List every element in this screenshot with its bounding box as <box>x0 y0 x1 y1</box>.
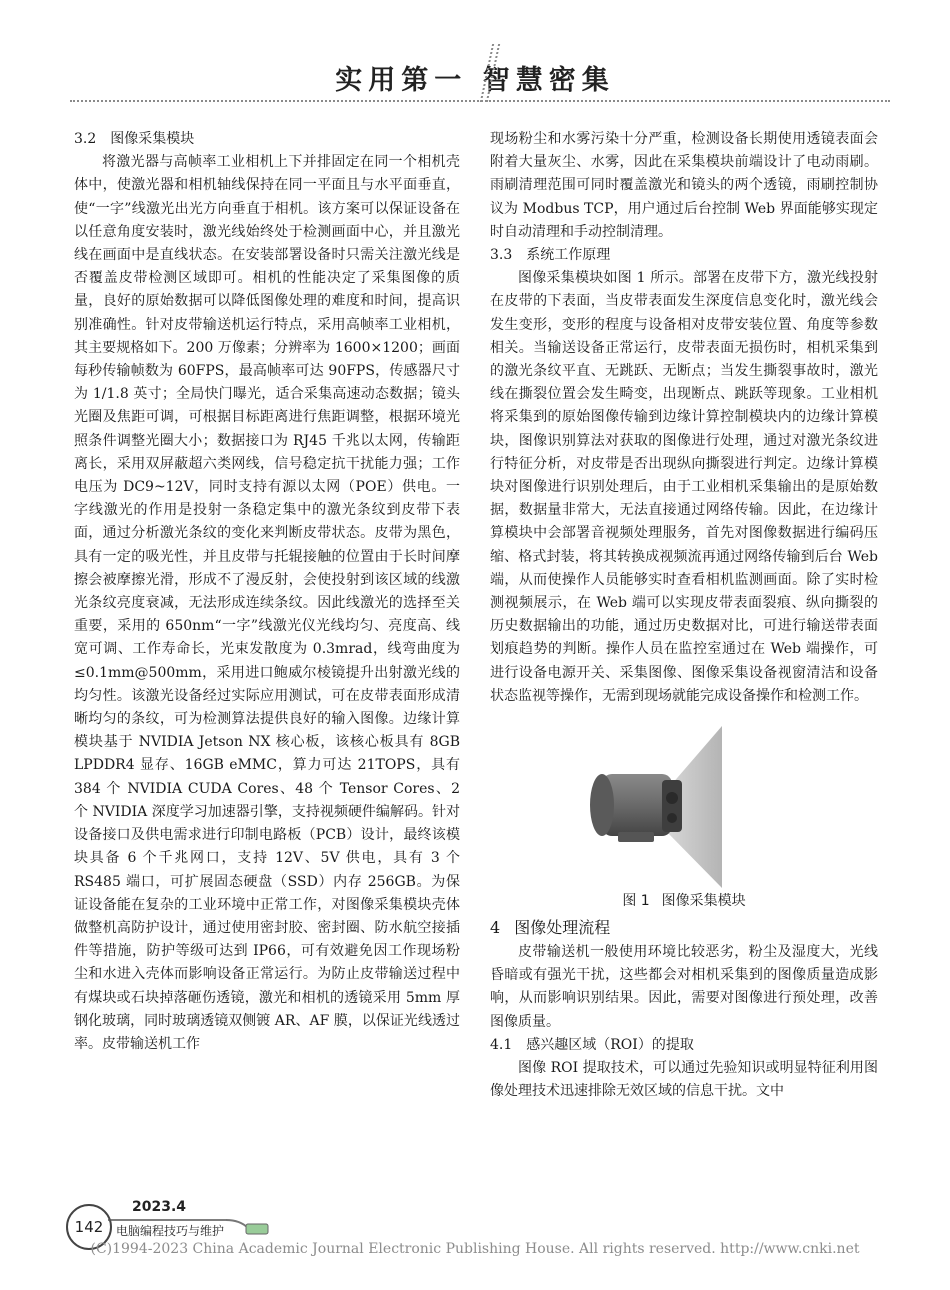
running-header-title: 实用第一 智慧密集 <box>335 65 615 96</box>
page-number-badge: 142 <box>66 1204 112 1250</box>
body-paragraph: 图像 ROI 提取技术，可以通过先验知识或明显特征利用图像处理技术迅速排除无效区域的信息干扰。文中 <box>490 1060 878 1100</box>
section-number: 3.3 <box>490 247 513 264</box>
body-paragraph: 皮带输送机一般使用环境比较恶劣，粉尘及湿度大，光线昏暗或有强光干扰，这些都会对相机采集到的图像质量造成影响，从而影响识别结果。因此，需要对图像进行预处理，改善图像质量。 <box>490 944 878 1030</box>
figure-label: 图 1 <box>622 893 650 910</box>
right-column <box>490 128 878 1104</box>
section-heading-4-1 <box>490 1034 878 1057</box>
issue-label: 2023.4 <box>132 1199 187 1215</box>
figure-1-image <box>490 720 878 888</box>
section-title: 图像处理流程 <box>514 918 611 938</box>
camera-front-plate <box>662 780 682 832</box>
camera-lens <box>666 792 678 804</box>
image-acquisition-module-illustration <box>490 720 878 888</box>
left-column <box>74 128 460 1056</box>
figure-caption-text: 图像采集模块 <box>661 893 746 910</box>
section-heading-3-3 <box>490 244 878 267</box>
body-paragraph-continued: 现场粉尘和水雾污染十分严重，检测设备长期使用透镜表面会附着大量灰尘、水雾，因此在采集模块前端设计了电动雨刷。雨刷清理范围可同时覆盖激光和镜头的两个透镜，雨刷控制协议为 Modbus TCP，用户通过后台控制 Web 界面能够实现定时自动清理和手动控制清理。 <box>490 131 878 240</box>
section-title: 感兴趣区域（ROI）的提取 <box>526 1036 694 1053</box>
laser-aperture <box>667 813 677 823</box>
section-title: 系统工作原理 <box>526 247 611 264</box>
section-number: 4 <box>490 918 501 938</box>
section-number: 4.1 <box>490 1036 513 1053</box>
body-paragraph: 将激光器与高帧率工业相机上下并排固定在同一个相机壳体中，使激光器和相机轴线保持在同一平面且与水平面垂直，使“一字”线激光出光方向垂直于相机。该方案可以保证设备在以任意角度安装时，激光线始终处于检测画面中心，并且激光线在画面中是直线状态。在安装部署设备时只需关注激光线是否覆盖皮带检测区域即可。相机的性能决定了采集图像的质量，良好的原始数据可以降低图像处理的难度和时间，提高识别准确性。针对皮带输送机运行特点，采用高帧率工业相机，其主要规格如下。200 万像素；分辨率为 1600×1200；画面每秒传输帧数为 60FPS，最高帧率可达 90FPS，传感器尺寸为 1/1.8 英寸；全局快门曝光，适合采集高速动态数据；镜头光圈及焦距可调，可根据目标距离进行焦距调整，根据环境光照条件调整光圈大小；数据接口为 RJ45 千兆以太网，传输距离长，采用双屏蔽超六类网线，信号稳定抗干扰能力强；工作电压为 DC9~12V，同时支持有源以太网（POE）供电。一字线激光的作用是投射一条稳定集中的激光条纹到皮带下表面，通过分析激光条纹的变化来判断皮带状态。皮带为黑色，具有一定的吸光性，并且皮带与托辊接触的位置由于长时间摩擦会被摩擦光滑，形成不了漫反射，会使投射到该区域的线激光条纹亮度衰减，无法形成连续条纹。因此线激光的选择至关重要，采用的 650nm“一字”线激光仪光线均匀、亮度高、线宽可调、工作寿命长，光束发散度为 0.3mrad，线弯曲度为≤0.1mm@500mm，采用进口鲍威尔棱镜提升出射激光线的均匀性。该激光设备经过实际应用测试，可在皮带表面形成清晰均匀的条纹，可为检测算法提供良好的输入图像。边缘计算模块基于 NVIDIA Jetson NX 核心板，该核心板具有 8GB LPDDR4 显存、16GB eMMC，算力可达 21TOPS，具有 384 个 NVIDIA CUDA Cores、48 个 Tensor Cores、2 个 NVIDIA 深度学习加速器引擎，支持视频硬件编解码。针对设备接口及供电需求进行印制电路板（PCB）设计，最终该模块具备 6 个千兆网口，支持 12V、5V 供电，具有 3 个 RS485 端口，可扩展固态硬盘（SSD）内存 256GB。为保证设备能在复杂的工业环境中正常工作，对图像采集模块壳体做整机高防护设计，通过使用密封胶、密封圈、防水航空接插件等措施，防护等级可达到 IP66，可有效避免因工作现场粉尘和水进入壳体而影响设备正常运行。为防止皮带输送过程中有煤块或石块掉落砸伤透镜，激光和相机的透镜采用 5mm 厚钢化玻璃，同时玻璃透镜双侧镀 AR、AF 膜，以保证光线透过率。皮带输送机工作 <box>74 154 460 1052</box>
section-heading-4 <box>490 916 878 940</box>
section-heading-3-2 <box>74 128 460 151</box>
body-paragraph: 图像采集模块如图 1 所示。部署在皮带下方，激光线投射在皮带的下表面，当皮带表面发生深度信息变化时，激光线会发生变形，变形的程度与设备相对皮带安装位置、角度等参数相关。当输送设备正常运行，皮带表面无损伤时，相机采集到的激光条纹平直、无跳跃、无断点；当发生撕裂事故时，激光线在撕裂位置会发生畸变，出现断点、跳跃等现象。工业相机将采集到的原始图像传输到边缘计算控制模块内的边缘计算模块，图像识别算法对获取的图像进行处理，通过对激光条纹进行特征分析，对皮带是否出现纵向撕裂进行判定。边缘计算模块对图像进行识别处理后，由于工业相机采集输出的是原始数据，数据量非常大，无法直接通过网络传输。因此，在边缘计算模块中会部署音视频处理服务，首先对图像数据进行编码压缩、格式封装，将其转换成视频流再通过网络传输到后台 Web 端，从而使操作人员能够实时查看相机监测画面。除了实时检测视频展示，在 Web 端可以实现皮带表面裂痕、纵向撕裂的历史数据输出的功能，通过历史数据对比，可进行输送带表面划痕趋势的判断。操作人员在监控室通过在 Web 端操作，可进行设备电源开关、采集图像、图像采集设备视窗清洁和设备状态监视等操作，无需到现场就能完成设备操作和检测工作。 <box>490 270 878 704</box>
journal-name: 电脑编程技巧与维护 <box>116 1224 225 1238</box>
figure-caption <box>490 890 878 912</box>
section-number: 3.2 <box>74 131 97 147</box>
copyright-line: (C)1994-2023 China Academic Journal Electronic Publishing House. All rights reserved. http://www.cnki.net <box>90 1241 860 1257</box>
camera-back-cap <box>590 774 614 836</box>
mount-bracket <box>618 832 654 842</box>
section-title: 图像采集模块 <box>110 131 195 147</box>
header-dotted-rule <box>70 100 890 102</box>
